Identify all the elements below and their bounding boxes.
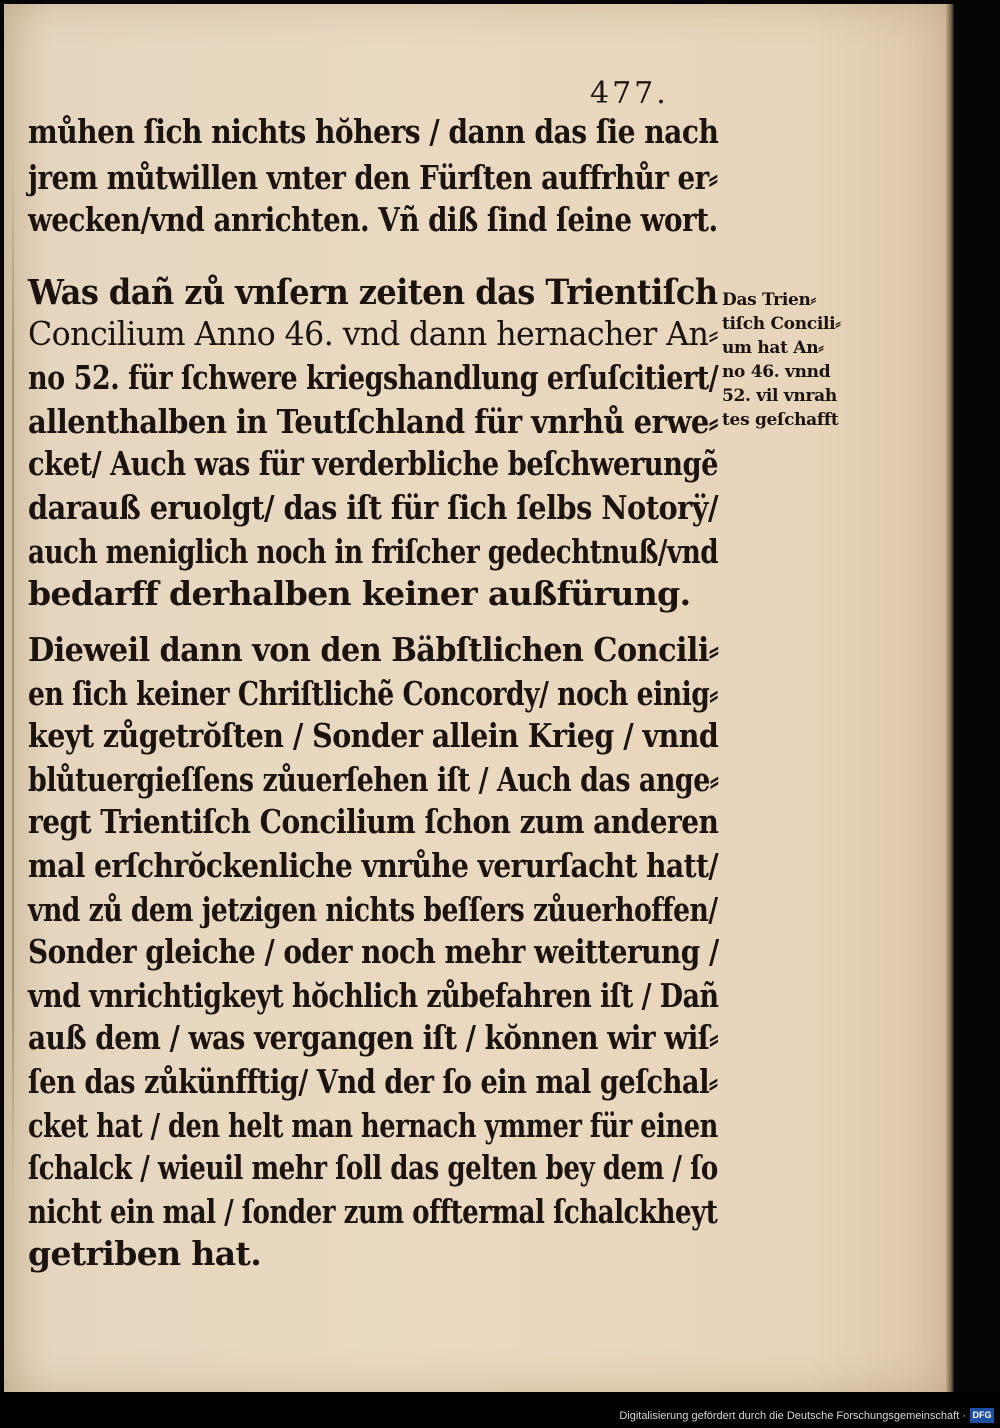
body-line: Sonder gleiche / oder noch mehr weitterung / bbox=[28, 932, 719, 971]
body-line: auß dem / was vergangen iſt / kŏnnen wir wiſ⸗ bbox=[28, 1018, 719, 1057]
body-line: nicht ein mal / ſonder zum offtermal ſchalckheyt bbox=[28, 1192, 718, 1231]
body-line: blůtuergieſſens zůuerſehen iſt / Auch das ange⸗ bbox=[28, 760, 719, 799]
footer-credit: Digitalisierung gefördert durch die Deutsche Forschungsgemeinschaft · bbox=[619, 1410, 966, 1422]
body-line: vnd zů dem jetzigen nichts beſſers zůuerhoffen/ bbox=[28, 890, 718, 929]
body-line: Was dañ zů vnſern zeiten das Trientiſch bbox=[28, 272, 718, 313]
margin-note-line: tes geſchafft bbox=[722, 410, 839, 430]
body-line: getriben hat. bbox=[28, 1234, 262, 1273]
margin-note-line: no 46. vnnd bbox=[722, 362, 831, 382]
margin-note-line: 52. vil vnrah bbox=[722, 386, 837, 406]
body-line: allenthalben in Teutſchland für vnrhů erwe⸗ bbox=[28, 402, 718, 441]
body-line: auch meniglich noch in friſcher gedechtnuß/vnd bbox=[28, 532, 719, 571]
body-line: mal erſchrŏckenliche vnrůhe verurſacht hatt/ bbox=[28, 846, 719, 885]
margin-note-line: um hat An⸗ bbox=[722, 338, 824, 358]
page-number: 477. bbox=[590, 76, 669, 111]
dfg-logo-icon: DFG bbox=[970, 1408, 994, 1423]
body-line: en ſich keiner Chriſtlichẽ Concordy/ noch einig⸗ bbox=[28, 674, 718, 713]
body-line: Concilium Anno 46. vnd dann hernacher An⸗ bbox=[28, 314, 719, 353]
body-line: ſen das zůkünfftig/ Vnd der ſo ein mal geſchal⸗ bbox=[28, 1062, 718, 1101]
page-edge bbox=[946, 4, 954, 1392]
body-line: cket hat / den helt man hernach ymmer für einen bbox=[28, 1106, 718, 1145]
body-line: keyt zůgetrŏſten / Sonder allein Krieg / vnnd bbox=[28, 716, 719, 755]
body-line: jrem můtwillen vnter den Fürſten auffrhůr er⸗ bbox=[28, 158, 718, 197]
page-gutter-shadow bbox=[12, 154, 14, 1204]
body-line: Dieweil dann von den Bäbſtlichen Concili⸗ bbox=[28, 630, 719, 669]
body-line: cket/ Auch was für verderbliche beſchwerungẽ bbox=[28, 444, 719, 483]
body-line: regt Trientiſch Concilium ſchon zum anderen bbox=[28, 802, 719, 841]
margin-note-line: Das Trien⸗ bbox=[722, 290, 816, 310]
body-line: vnd vnrichtigkeyt hŏchlich zůbefahren iſt / Dañ bbox=[28, 976, 719, 1015]
body-line: darauß eruolgt/ das iſt für ſich ſelbs Notorÿ/ bbox=[28, 488, 718, 527]
body-line: wecken/vnd anrichten. Vñ diß ſind ſeine wort. bbox=[28, 200, 718, 239]
body-line: ſchalck / wieuil mehr ſoll das gelten bey dem / ſo bbox=[28, 1148, 718, 1187]
body-line: no 52. für ſchwere kriegshandlung erſuſcitiert/ bbox=[28, 358, 719, 397]
body-line: můhen ſich nichts hŏhers / dann das ſie nach bbox=[28, 112, 719, 151]
margin-note-line: tiſch Concili⸗ bbox=[722, 314, 841, 334]
body-line: bedarff derhalben keiner außfürung. bbox=[28, 574, 691, 613]
